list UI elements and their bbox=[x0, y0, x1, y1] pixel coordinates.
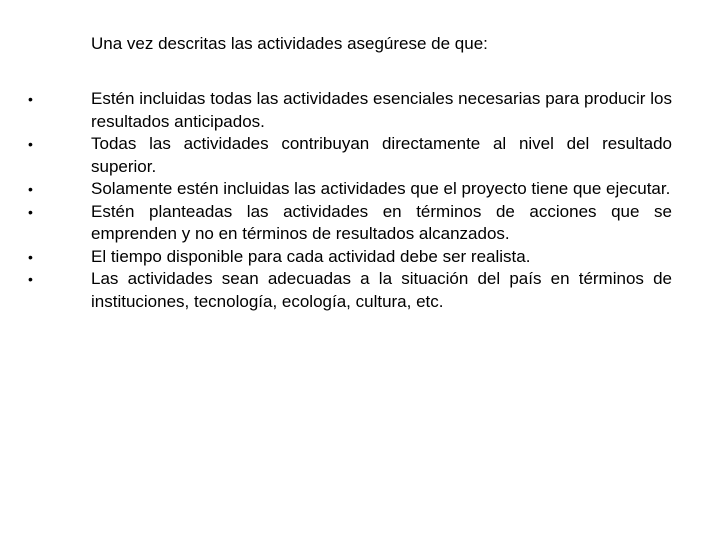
list-item bbox=[28, 246, 672, 269]
bullet-icon: • bbox=[28, 181, 33, 197]
list-item-text: Solamente estén incluidas las actividades que el proyecto tiene que ejecutar. bbox=[91, 179, 671, 198]
bullet-icon: • bbox=[28, 91, 33, 107]
list-item-text: Estén incluidas todas las actividades esenciales necesarias para producir los resultados anticipados. bbox=[91, 89, 672, 131]
list-item bbox=[28, 268, 672, 313]
bullet-icon: • bbox=[28, 248, 33, 265]
bullet-icon: • bbox=[28, 136, 33, 152]
bullet-icon: • bbox=[28, 271, 33, 287]
list-item-text: Todas las actividades contribuyan directamente al nivel del resultado superior. bbox=[91, 134, 672, 176]
bullet-icon: • bbox=[28, 203, 33, 220]
list-item bbox=[28, 178, 672, 201]
list-item-text: El tiempo disponible para cada actividad debe ser realista. bbox=[91, 246, 531, 266]
list-item-text: Las actividades sean adecuadas a la situación del país en términos de instituciones, tecnología, ecología, cultura, etc. bbox=[91, 269, 672, 311]
list-item bbox=[28, 201, 672, 246]
list-item bbox=[28, 88, 672, 133]
intro-text: Una vez descritas las actividades asegúrese de que: bbox=[91, 34, 488, 53]
bullet-list bbox=[28, 88, 672, 313]
list-item-text: Estén planteadas las actividades en términos de acciones que se emprenden y no en términos de resultados alcanzados. bbox=[91, 201, 672, 243]
list-item bbox=[28, 133, 672, 178]
